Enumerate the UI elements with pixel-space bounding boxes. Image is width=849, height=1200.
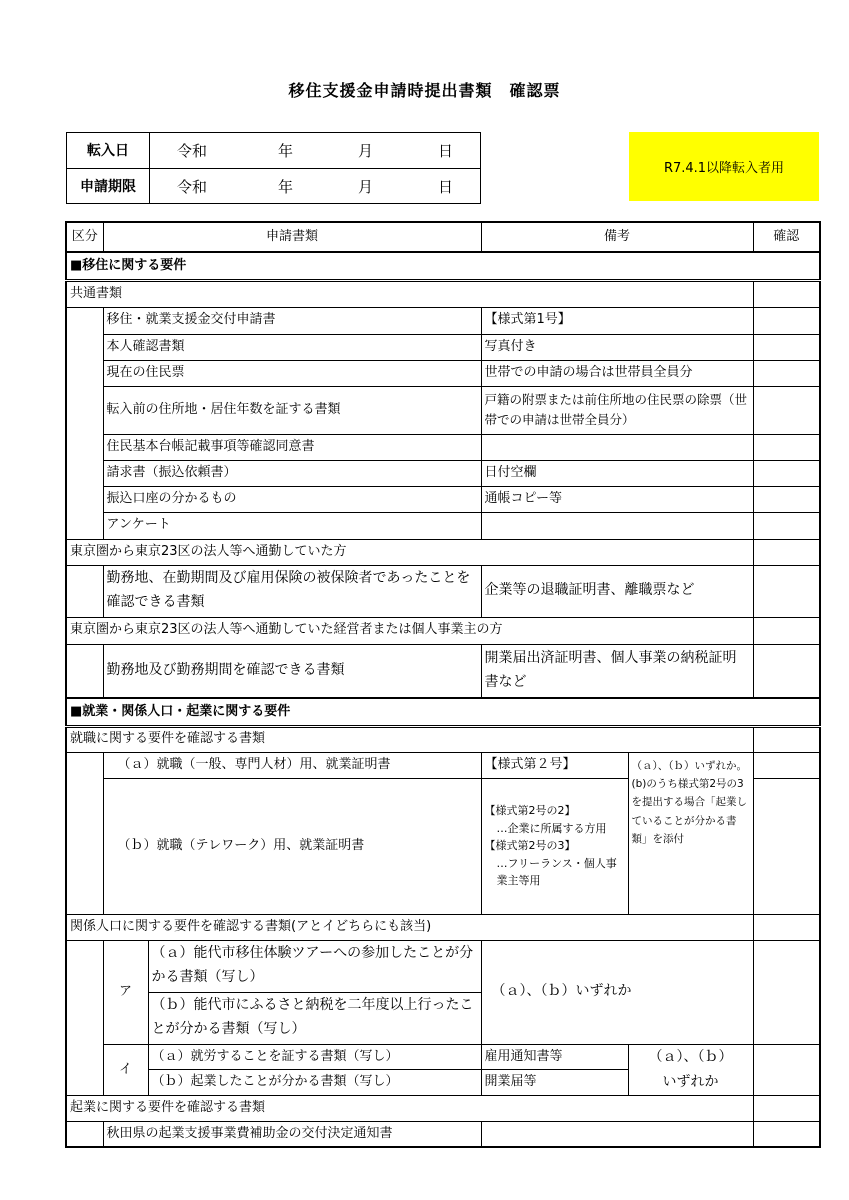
section-title: ■移住に関する要件 — [66, 252, 820, 280]
note-form-2-2: 【様式第2号の2】 — [484, 804, 576, 818]
indent-cell — [66, 752, 103, 914]
table-row — [66, 752, 820, 778]
table-row — [66, 434, 820, 460]
arrival-date-field[interactable] — [150, 133, 481, 169]
check-cell[interactable] — [753, 434, 820, 460]
col-docs: 申請書類 — [103, 222, 481, 252]
category-row — [66, 1095, 820, 1121]
category-commute: 東京圏から東京23区の法人等へ通勤していた方 — [66, 539, 753, 565]
check-cell[interactable] — [753, 617, 820, 644]
section-row — [66, 252, 820, 280]
category-row — [66, 539, 820, 565]
table-row — [66, 386, 820, 434]
year-label: 年 — [278, 142, 294, 160]
table-row — [66, 644, 820, 698]
check-cell[interactable] — [753, 644, 820, 698]
check-cell[interactable] — [753, 726, 820, 752]
note-form-2-3: 【様式第2号の3】 — [484, 839, 576, 853]
note-cell: 日付空欄 — [481, 460, 753, 486]
check-cell[interactable] — [753, 1121, 820, 1147]
group-a-label: ア — [103, 940, 148, 1044]
note-cell: 【様式第２号】 — [481, 752, 628, 778]
check-cell[interactable] — [753, 940, 820, 1044]
note-cell: 開業届出済証明書、個人事業の納税証明書など — [481, 644, 753, 698]
table-row — [66, 307, 820, 334]
note-cell: （ａ）、（ｂ）いずれか — [481, 940, 753, 1044]
doc-cell: アンケート — [103, 512, 481, 539]
note-cell: 【様式第1号】 — [481, 307, 753, 334]
note-cell: 戸籍の附票または前住所地の住民票の除票（世帯での申請は世帯全員分） — [481, 386, 753, 434]
note-cell — [481, 434, 753, 460]
indent-cell — [66, 565, 103, 617]
deadline-label: 申請期限 — [67, 168, 150, 204]
category-row — [66, 280, 820, 307]
doc-cell: （ｂ）起業したことが分かる書類（写し） — [148, 1070, 481, 1096]
group-i-side-note: （ａ）、（ｂ）いずれか — [628, 1044, 753, 1095]
category-relation: 関係人口に関する要件を確認する書類(アとイどちらにも該当) — [66, 914, 753, 940]
deadline-field[interactable] — [150, 168, 481, 204]
table-row — [66, 360, 820, 386]
category-row — [66, 914, 820, 940]
doc-cell: 勤務地及び勤務期間を確認できる書類 — [103, 644, 481, 698]
check-cell[interactable] — [753, 1095, 820, 1121]
category-common: 共通書類 — [66, 280, 753, 307]
check-cell[interactable] — [753, 914, 820, 940]
deadline-row — [67, 168, 481, 204]
check-cell[interactable] — [753, 752, 820, 778]
table-row — [66, 940, 820, 992]
note-form-2-2-desc: …企業に所属する方用 — [496, 821, 607, 835]
arrival-date-row — [67, 133, 481, 169]
note-cell: 雇用通知書等 — [481, 1044, 628, 1070]
table-row — [66, 460, 820, 486]
check-cell[interactable] — [753, 307, 820, 334]
doc-cell: （ｂ）就職（テレワーク）用、就業証明書 — [103, 778, 481, 914]
table-row — [66, 486, 820, 512]
category-startup: 起業に関する要件を確認する書類 — [66, 1095, 753, 1121]
doc-cell: 移住・就業支援金交付申請書 — [103, 307, 481, 334]
doc-cell: 転入前の住所地・居住年数を証する書類 — [103, 386, 481, 434]
indent-cell — [66, 1121, 103, 1147]
table-row — [66, 512, 820, 539]
note-form-2-3-desc: …フリーランス・個人事業主等用 — [496, 856, 617, 888]
check-cell[interactable] — [753, 460, 820, 486]
doc-cell: 住民基本台帳記載事項等確認同意書 — [103, 434, 481, 460]
doc-cell: （ａ）就職（一般、専門人材）用、就業証明書 — [103, 752, 481, 778]
note-cell: 企業等の退職証明書、離職票など — [481, 565, 753, 617]
group-i-label: イ — [103, 1044, 148, 1095]
check-cell[interactable] — [753, 539, 820, 565]
doc-cell: （ａ）就労することを証する書類（写し） — [148, 1044, 481, 1070]
indent-cell — [66, 307, 103, 539]
category-employment: 就職に関する要件を確認する書類 — [66, 726, 753, 752]
note-cell — [481, 778, 628, 914]
indent-cell — [66, 644, 103, 698]
section-title: ■就業・関係人口・起業に関する要件 — [66, 698, 820, 726]
year-label: 年 — [278, 177, 294, 196]
month-label: 月 — [358, 177, 374, 196]
col-notes: 備考 — [481, 222, 753, 252]
check-cell[interactable] — [753, 1044, 820, 1095]
month-label: 月 — [358, 142, 374, 160]
column-header-row — [66, 222, 820, 252]
check-cell[interactable] — [753, 565, 820, 617]
doc-cell: 現在の住民票 — [103, 360, 481, 386]
section-row — [66, 698, 820, 726]
check-cell[interactable] — [753, 360, 820, 386]
note-cell: 通帳コピー等 — [481, 486, 753, 512]
check-cell[interactable] — [753, 334, 820, 360]
note-cell: 世帯での申請の場合は世帯員全員分 — [481, 360, 753, 386]
category-owner: 東京圏から東京23区の法人等へ通勤していた経営者または個人事業主の方 — [66, 617, 753, 644]
check-cell[interactable] — [753, 280, 820, 307]
category-row — [66, 726, 820, 752]
col-check: 確認 — [753, 222, 820, 252]
note-cell — [481, 512, 753, 539]
check-cell[interactable] — [753, 778, 820, 914]
table-row — [66, 1121, 820, 1147]
doc-cell: 振込口座の分かるもの — [103, 486, 481, 512]
page-title: 移住支援金申請時提出書類 確認票 — [288, 81, 561, 100]
era-label: 令和 — [177, 177, 208, 196]
col-kubun: 区分 — [66, 222, 103, 252]
doc-cell: （ａ）能代市移住体験ツアーへの参加したことが分かる書類（写し） — [148, 940, 481, 992]
date-header-table — [66, 132, 481, 204]
applicability-badge: R7.4.1以降転入者用 — [629, 132, 819, 201]
doc-cell: （ｂ）能代市にふるさと納税を二年度以上行ったことが分かる書類（写し） — [148, 992, 481, 1044]
note-cell: 開業届等 — [481, 1070, 628, 1096]
table-row — [66, 1044, 820, 1070]
check-cell[interactable] — [753, 486, 820, 512]
employment-side-note: （ａ）、（ｂ）いずれか。(b)のうち様式第2号の3を提出する場合「起業していることが分かる書類」を添付 — [628, 752, 753, 914]
doc-cell: 本人確認書類 — [103, 334, 481, 360]
day-label: 日 — [438, 177, 454, 196]
doc-cell: 秋田県の起業支援事業費補助金の交付決定通知書 — [103, 1121, 481, 1147]
doc-cell: 請求書（振込依頼書） — [103, 460, 481, 486]
category-row — [66, 617, 820, 644]
indent-cell — [66, 940, 103, 1095]
note-cell: 写真付き — [481, 334, 753, 360]
arrival-date-label: 転入日 — [67, 133, 150, 169]
check-cell[interactable] — [753, 512, 820, 539]
era-label: 令和 — [177, 142, 208, 160]
doc-cell: 勤務地、在勤期間及び雇用保険の被保険者であったことを確認できる書類 — [103, 565, 481, 617]
table-row — [66, 565, 820, 617]
note-cell — [481, 1121, 753, 1147]
checklist-table — [65, 221, 821, 1148]
table-row — [66, 334, 820, 360]
check-cell[interactable] — [753, 386, 820, 434]
day-label: 日 — [438, 142, 454, 160]
